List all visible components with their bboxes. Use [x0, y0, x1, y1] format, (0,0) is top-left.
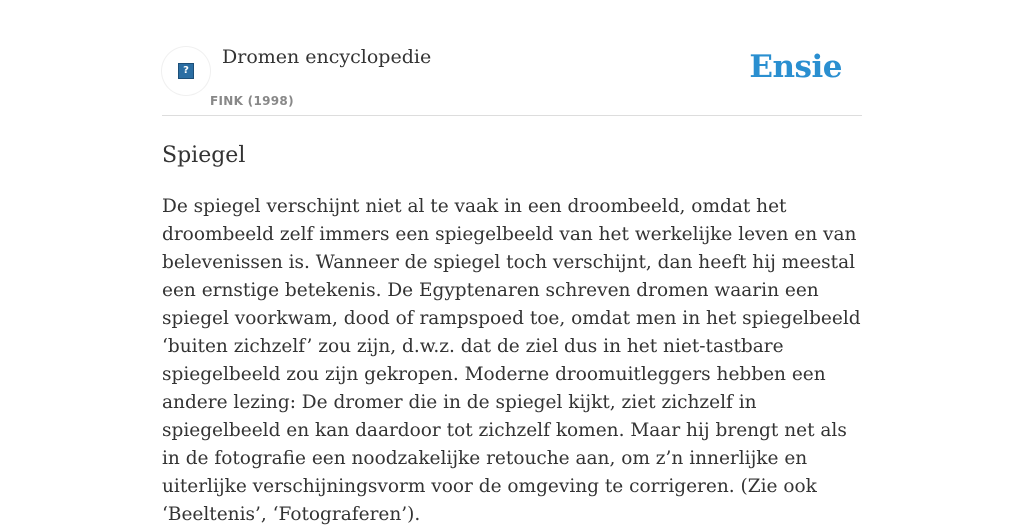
source-title[interactable]: Dromen encyclopedie — [222, 46, 432, 68]
ensie-logo[interactable]: Ensie — [749, 49, 842, 85]
page-container — [162, 0, 862, 529]
entry-title: Spiegel — [162, 143, 246, 168]
book-cover-icon: ? — [178, 63, 194, 79]
source-header — [162, 0, 862, 116]
source-meta: FINK (1998) — [210, 94, 294, 108]
book-cover[interactable] — [162, 47, 210, 95]
entry-body: De spiegel verschijnt niet al te vaak in een droombeeld, omdat het droombeeld zelf immers een spiegelbeeld van het werkelijke leven en van belevenissen is. Wanneer de spiegel toch verschijnt, dan heeft hij meestal een ernstige betekenis. De Egyptenaren schreven dromen waarin een spiegel voorkwam, dood of rampspoed toe, omdat men in het spiegelbeeld ‘buiten zichzelf’ zou zijn, d.w.z. dat de ziel dus in het niet-tastbare spiegelbeeld zou zijn gekropen. Moderne droomuitleggers hebben een andere lezing: De dromer die in de spiegel kijkt, ziet zichzelf in spiegelbeeld en kan daardoor tot zichzelf komen. Maar hij brengt net als in de fotografie een noodzakelijke retouche aan, om z’n innerlijke en uiterlijke verschijningsvorm voor de omgeving te corrigeren. (Zie ook ‘Beeltenis’, ‘Fotograferen’). — [162, 196, 861, 525]
